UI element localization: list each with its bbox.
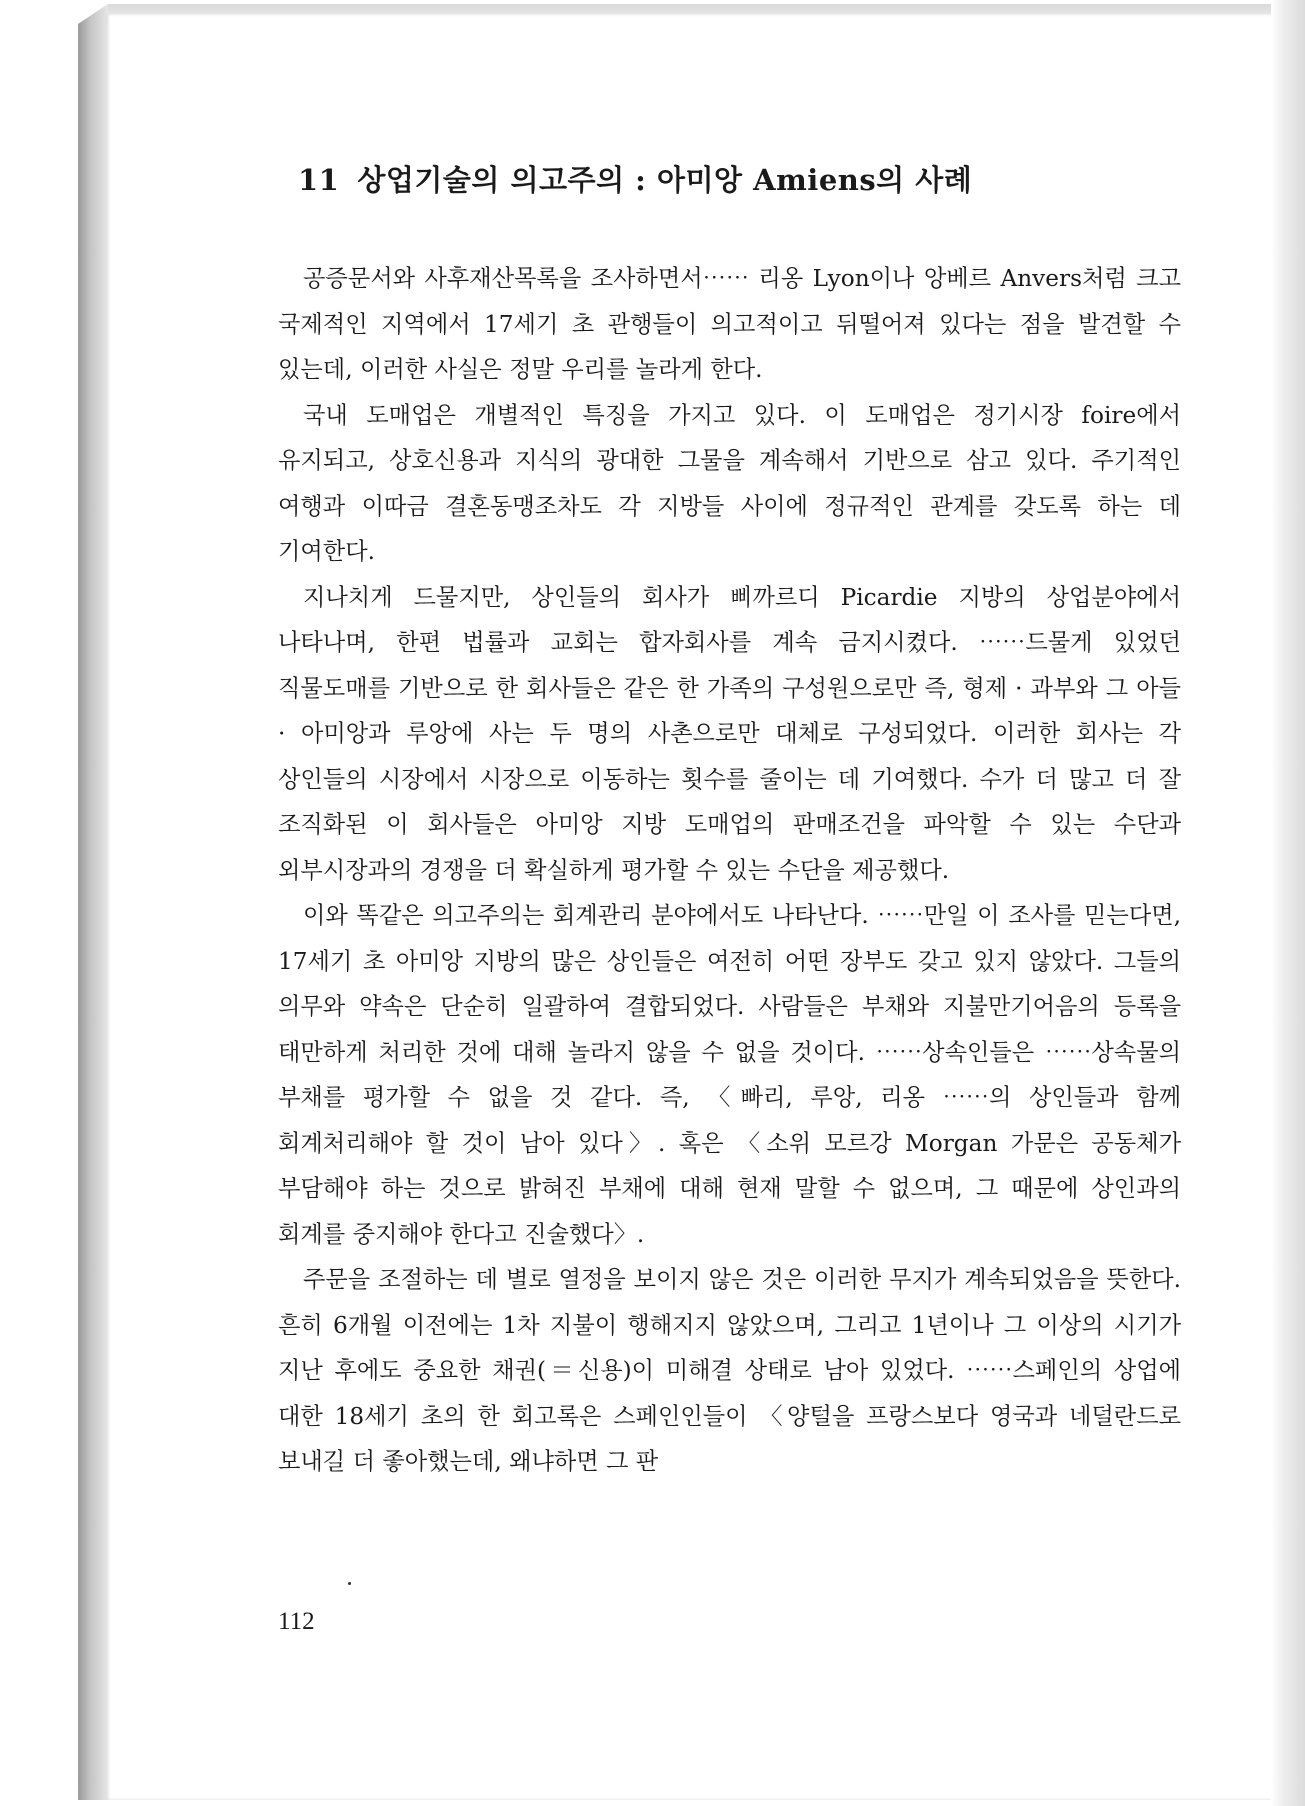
paragraph: 지나치게 드물지만, 상인들의 회사가 삐까르디 Picardie 지방의 상업분야에서 나타나며, 한편 법률과 교회는 합자회사를 계속 금지시켰다. ⋯⋯드물게 있었던 직물도매를 기반으로 한 회사들은 같은 한 가족의 구성원으로만 즉, 형제 · 과부와 그 아들 · 아미앙과 루앙에 사는 두 명의 사촌으로만 대체로 구성되었다. 이러한 회사는 각 상인들의 시장에서 시장으로 이동하는 횟수를 줄이는 데 기여했다. 수가 더 많고 더 잘 조직화된 이 회사들은 아미앙 지방 도매업의 판매조건을 파악할 수 있는 수단과 외부시장과의 경쟁을 더 확실하게 평가할 수 있는 수단을 제공했다. bbox=[278, 583, 1181, 884]
page-right-shadow bbox=[1271, 0, 1305, 1806]
chapter-number: 11 bbox=[298, 163, 340, 197]
page-number: 112 bbox=[278, 1608, 315, 1635]
paragraph: 공증문서와 사후재산목록을 조사하면서⋯⋯ 리옹 Lyon이나 앙베르 Anvers처럼 크고 국제적인 지역에서 17세기 초 관행들이 의고적이고 뒤떨어져 있다는 점을 발견할 수 있는데, 이러한 사실은 정말 우리를 놀라게 한다. bbox=[278, 265, 1181, 383]
paragraph: 주문을 조절하는 데 별로 열정을 보이지 않은 것은 이러한 무지가 계속되었음을 뜻한다. 흔히 6개월 이전에는 1차 지불이 행해지지 않았으며, 그리고 1년이나 그 이상의 시기가 지난 후에도 중요한 채권(＝신용)이 미해결 상태로 남아 있었다. ⋯⋯스페인의 상업에 대한 18세기 초의 한 회고록은 스페인인들이 〈양털을 프랑스보다 영국과 네덜란드로 보내길 더 좋아했는데, 왜냐하면 그 판 bbox=[278, 1266, 1181, 1475]
chapter-heading bbox=[298, 160, 1181, 200]
paragraph: 이와 똑같은 의고주의는 회계관리 분야에서도 나타난다. ⋯⋯만일 이 조사를 믿는다면, 17세기 초 아미앙 지방의 많은 상인들은 여전히 어떤 장부도 갖고 있지 않았다. 그들의 의무와 약속은 단순히 일괄하여 결합되었다. 사람들은 부채와 지불만기어음의 등록을 태만하게 처리한 것에 대해 놀라지 않을 수 없을 것이다. ⋯⋯상속인들은 ⋯⋯상속물의 부채를 평가할 수 없을 것 같다. 즉, 〈빠리, 루앙, 리옹 ⋯⋯의 상인들과 함께 회계처리해야 할 것이 남아 있다〉. 혹은 〈소위 모르강 Morgan 가문은 공동체가 부담해야 하는 것으로 밝혀진 부채에 대해 현재 말할 수 없으며, 그 때문에 상인과의 회계를 중지해야 한다고 진술했다〉. bbox=[278, 902, 1181, 1248]
page-edge-left bbox=[78, 4, 108, 1800]
page-content bbox=[278, 160, 1181, 1485]
paragraph: 국내 도매업은 개별적인 특징을 가지고 있다. 이 도매업은 정기시장 foire에서 유지되고, 상호신용과 지식의 광대한 그물을 계속해서 기반으로 삼고 있다. 주기적인 여행과 이따금 결혼동맹조차도 각 지방들 사이에 정규적인 관계를 갖도록 하는 데 기여한다. bbox=[278, 401, 1181, 565]
scan-speck bbox=[348, 1582, 351, 1585]
chapter-title: 상업기술의 의고주의 : 아미앙 Amiens의 사례 bbox=[357, 163, 973, 197]
